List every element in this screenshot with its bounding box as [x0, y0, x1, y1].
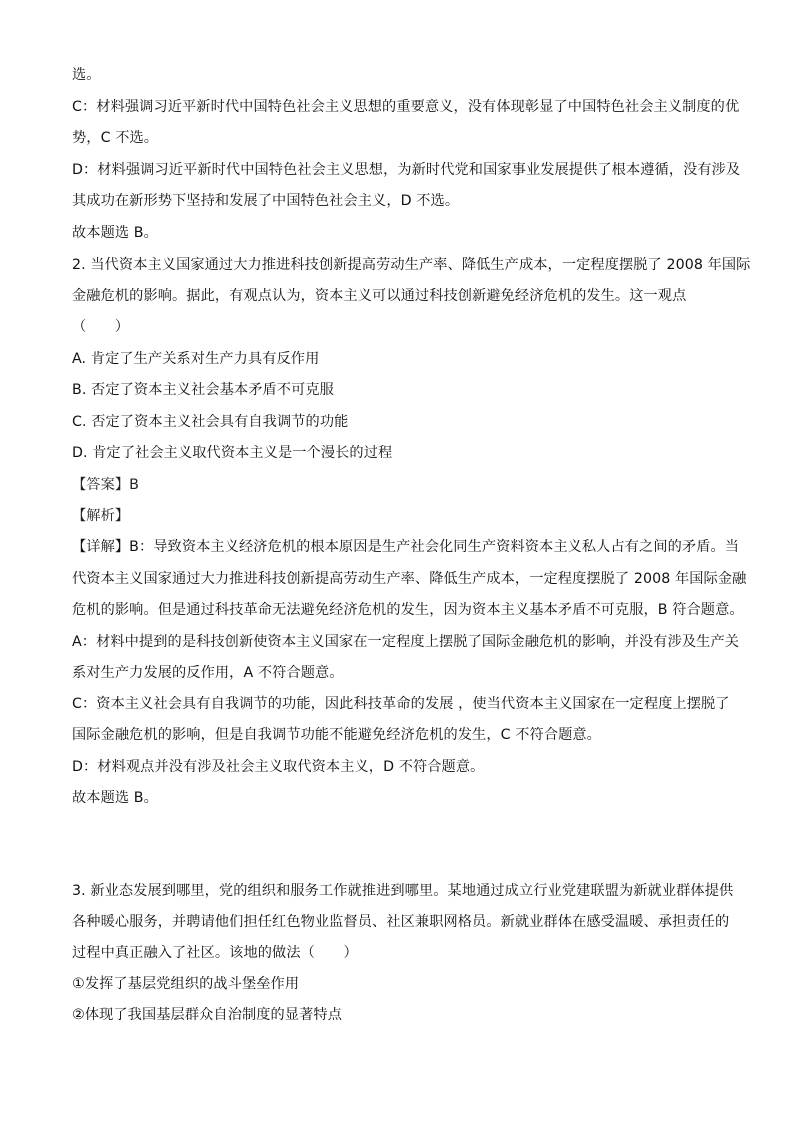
option-d: D. 肯定了社会主义取代资本主义是一个漫长的过程: [72, 445, 393, 461]
text-line: D：材料强调习近平新时代中国特色社会主义思想，为新时代党和国家事业发展提供了根本遵循，没有涉及: [72, 162, 741, 178]
analysis-text: A：材料中提到的是科技创新使资本主义国家在一定程度上摆脱了国际金融危机的影响，并没有涉及生产关: [72, 634, 740, 650]
analysis-text: C：资本主义社会具有自我调节的功能，因此科技革命的发展 ，使当代资本主义国家在一定程度上摆脱了: [72, 696, 730, 712]
statement-1: ①发挥了基层党组织的战斗堡垒作用: [72, 976, 300, 992]
option-b: B. 否定了资本主义社会基本矛盾不可克服: [72, 382, 334, 398]
question-blank: （ ）: [72, 319, 130, 335]
analysis-text: 系对生产力发展的反作用，A 不符合题意。: [72, 665, 344, 681]
question-stem: 过程中真正融入了社区。该地的做法（ ）: [72, 945, 358, 961]
text-line: C：材料强调习近平新时代中国特色社会主义思想的重要意义，没有体现彰显了中国特色社会主义制度的优: [72, 99, 740, 115]
analysis-conclusion: 故本题选 B。: [72, 790, 158, 806]
answer-label: 【答案】B: [72, 477, 139, 493]
question-stem: 各种暖心服务，并聘请他们担任红色物业监督员、社区兼职网格员。新就业群体在感受温暖、承担责任的: [72, 914, 730, 930]
text-line: 故本题选 B。: [72, 225, 158, 241]
analysis-text: 代资本主义国家通过大力推进科技创新提高劳动生产率、降低生产成本，一定程度摆脱了 2008 年国际金融: [72, 571, 747, 587]
option-a: A. 肯定了生产关系对生产力具有反作用: [72, 351, 320, 367]
question-stem: 2. 当代资本主义国家通过大力推进科技创新提高劳动生产率、降低生产成本，一定程度摆脱了 2008 年国际: [72, 257, 751, 273]
option-c: C. 否定了资本主义社会具有自我调节的功能: [72, 414, 349, 430]
text-line: 其成功在新形势下坚持和发展了中国特色社会主义，D 不选。: [72, 193, 460, 209]
analysis-text: 危机的影响。但是通过科技革命无法避免经济危机的发生，因为资本主义基本矛盾不可克服，B 符合题意。: [72, 602, 744, 618]
statement-2: ②体现了我国基层群众自治制度的显著特点: [72, 1007, 342, 1023]
analysis-text: D：材料观点并没有涉及社会主义取代资本主义，D 不符合题意。: [72, 759, 485, 775]
text-line: 势，C 不选。: [72, 130, 159, 146]
text-line: 选。: [72, 67, 101, 83]
analysis-label: 【解析】: [72, 508, 130, 524]
question-stem: 金融危机的影响。据此，有观点认为，资本主义可以通过科技创新避免经济危机的发生。这一观点: [72, 288, 687, 304]
question-stem: 3. 新业态发展到哪里，党的组织和服务工作就推进到哪里。某地通过成立行业党建联盟为新就业群体提供: [72, 883, 734, 899]
analysis-text: 国际金融危机的影响，但是自我调节功能不能避免经济危机的发生，C 不符合题意。: [72, 727, 601, 743]
analysis-text: 【详解】B：导致资本主义经济危机的根本原因是生产社会化同生产资料资本主义私人占有之间的矛盾。当: [72, 539, 740, 555]
